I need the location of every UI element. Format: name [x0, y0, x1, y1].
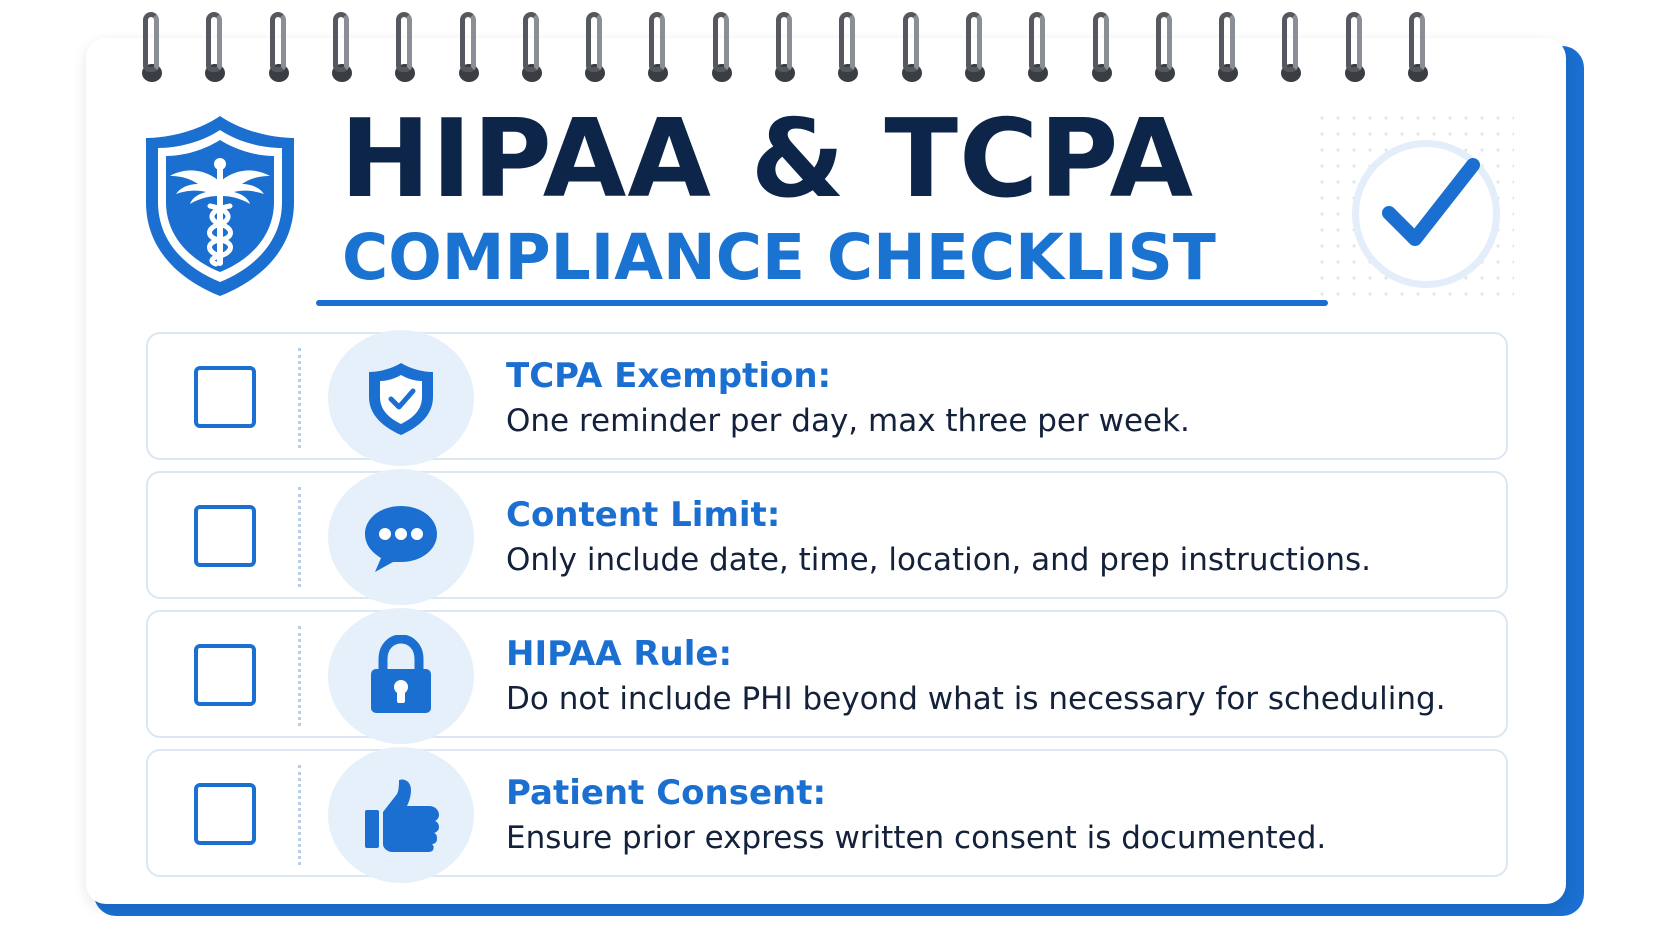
icon-circle	[328, 330, 474, 466]
binding-ring	[1277, 12, 1305, 84]
ring-wire	[460, 12, 476, 72]
dotted-divider	[298, 626, 301, 726]
binding-ring	[455, 12, 483, 84]
checklist-item-description: Only include date, time, location, and prep instructions.	[506, 542, 1372, 578]
checkmark-badge	[1352, 140, 1500, 288]
ring-wire	[1282, 12, 1298, 72]
ring-wire	[523, 12, 539, 72]
ring-wire	[1219, 12, 1235, 72]
ring-wire	[396, 12, 412, 72]
compliance-checklist	[146, 332, 1508, 880]
ring-wire	[839, 12, 855, 72]
binding-ring	[328, 12, 356, 84]
checklist-item	[146, 471, 1508, 599]
title-underline	[316, 300, 1328, 306]
thumbs-up-icon	[361, 774, 441, 854]
shield-check-icon	[361, 357, 441, 437]
dotted-divider	[298, 348, 301, 448]
checklist-item-title: Content Limit:	[506, 495, 781, 535]
checklist-checkbox[interactable]	[194, 644, 256, 706]
ring-wire	[143, 12, 159, 72]
binding-ring	[391, 12, 419, 84]
checklist-checkbox[interactable]	[194, 366, 256, 428]
ring-wire	[776, 12, 792, 72]
ring-wire	[903, 12, 919, 72]
binding-ring	[834, 12, 862, 84]
checklist-item	[146, 332, 1508, 460]
binding-ring	[1214, 12, 1242, 84]
checklist-item-title: TCPA Exemption:	[506, 356, 832, 396]
ring-wire	[1409, 12, 1425, 72]
spiral-binding	[0, 0, 1672, 90]
ring-wire	[966, 12, 982, 72]
binding-ring	[1404, 12, 1432, 84]
checklist-item	[146, 610, 1508, 738]
checklist-item-title: HIPAA Rule:	[506, 634, 733, 674]
binding-ring	[1088, 12, 1116, 84]
medical-shield-caduceus-icon	[140, 110, 300, 300]
binding-ring	[265, 12, 293, 84]
binding-ring	[1151, 12, 1179, 84]
icon-circle	[328, 469, 474, 605]
chat-bubble-icon	[361, 496, 441, 576]
ring-wire	[206, 12, 222, 72]
binding-ring	[1024, 12, 1052, 84]
icon-circle	[328, 608, 474, 744]
dotted-divider	[298, 487, 301, 587]
ring-wire	[713, 12, 729, 72]
checkmark-icon	[1359, 147, 1493, 281]
checklist-item-title: Patient Consent:	[506, 773, 827, 813]
ring-wire	[270, 12, 286, 72]
ring-wire	[1156, 12, 1172, 72]
checklist-item-description: One reminder per day, max three per week.	[506, 403, 1190, 439]
binding-ring	[771, 12, 799, 84]
page-title: HIPAA & TCPA	[340, 97, 1195, 222]
binding-ring	[581, 12, 609, 84]
ring-wire	[333, 12, 349, 72]
checklist-checkbox[interactable]	[194, 783, 256, 845]
ring-wire	[1346, 12, 1362, 72]
checklist-item	[146, 749, 1508, 877]
checklist-item-description: Do not include PHI beyond what is necessary for scheduling.	[506, 681, 1446, 717]
binding-ring	[644, 12, 672, 84]
binding-ring	[898, 12, 926, 84]
binding-ring	[201, 12, 229, 84]
checklist-checkbox[interactable]	[194, 505, 256, 567]
binding-ring	[1341, 12, 1369, 84]
ring-wire	[649, 12, 665, 72]
dotted-divider	[298, 765, 301, 865]
ring-wire	[1029, 12, 1045, 72]
binding-ring	[961, 12, 989, 84]
binding-ring	[708, 12, 736, 84]
checklist-item-description: Ensure prior express written consent is documented.	[506, 820, 1327, 856]
binding-ring	[138, 12, 166, 84]
ring-wire	[1093, 12, 1109, 72]
ring-wire	[586, 12, 602, 72]
page-subtitle: COMPLIANCE CHECKLIST	[342, 221, 1216, 294]
icon-circle	[328, 747, 474, 883]
binding-ring	[518, 12, 546, 84]
padlock-icon	[361, 635, 441, 715]
